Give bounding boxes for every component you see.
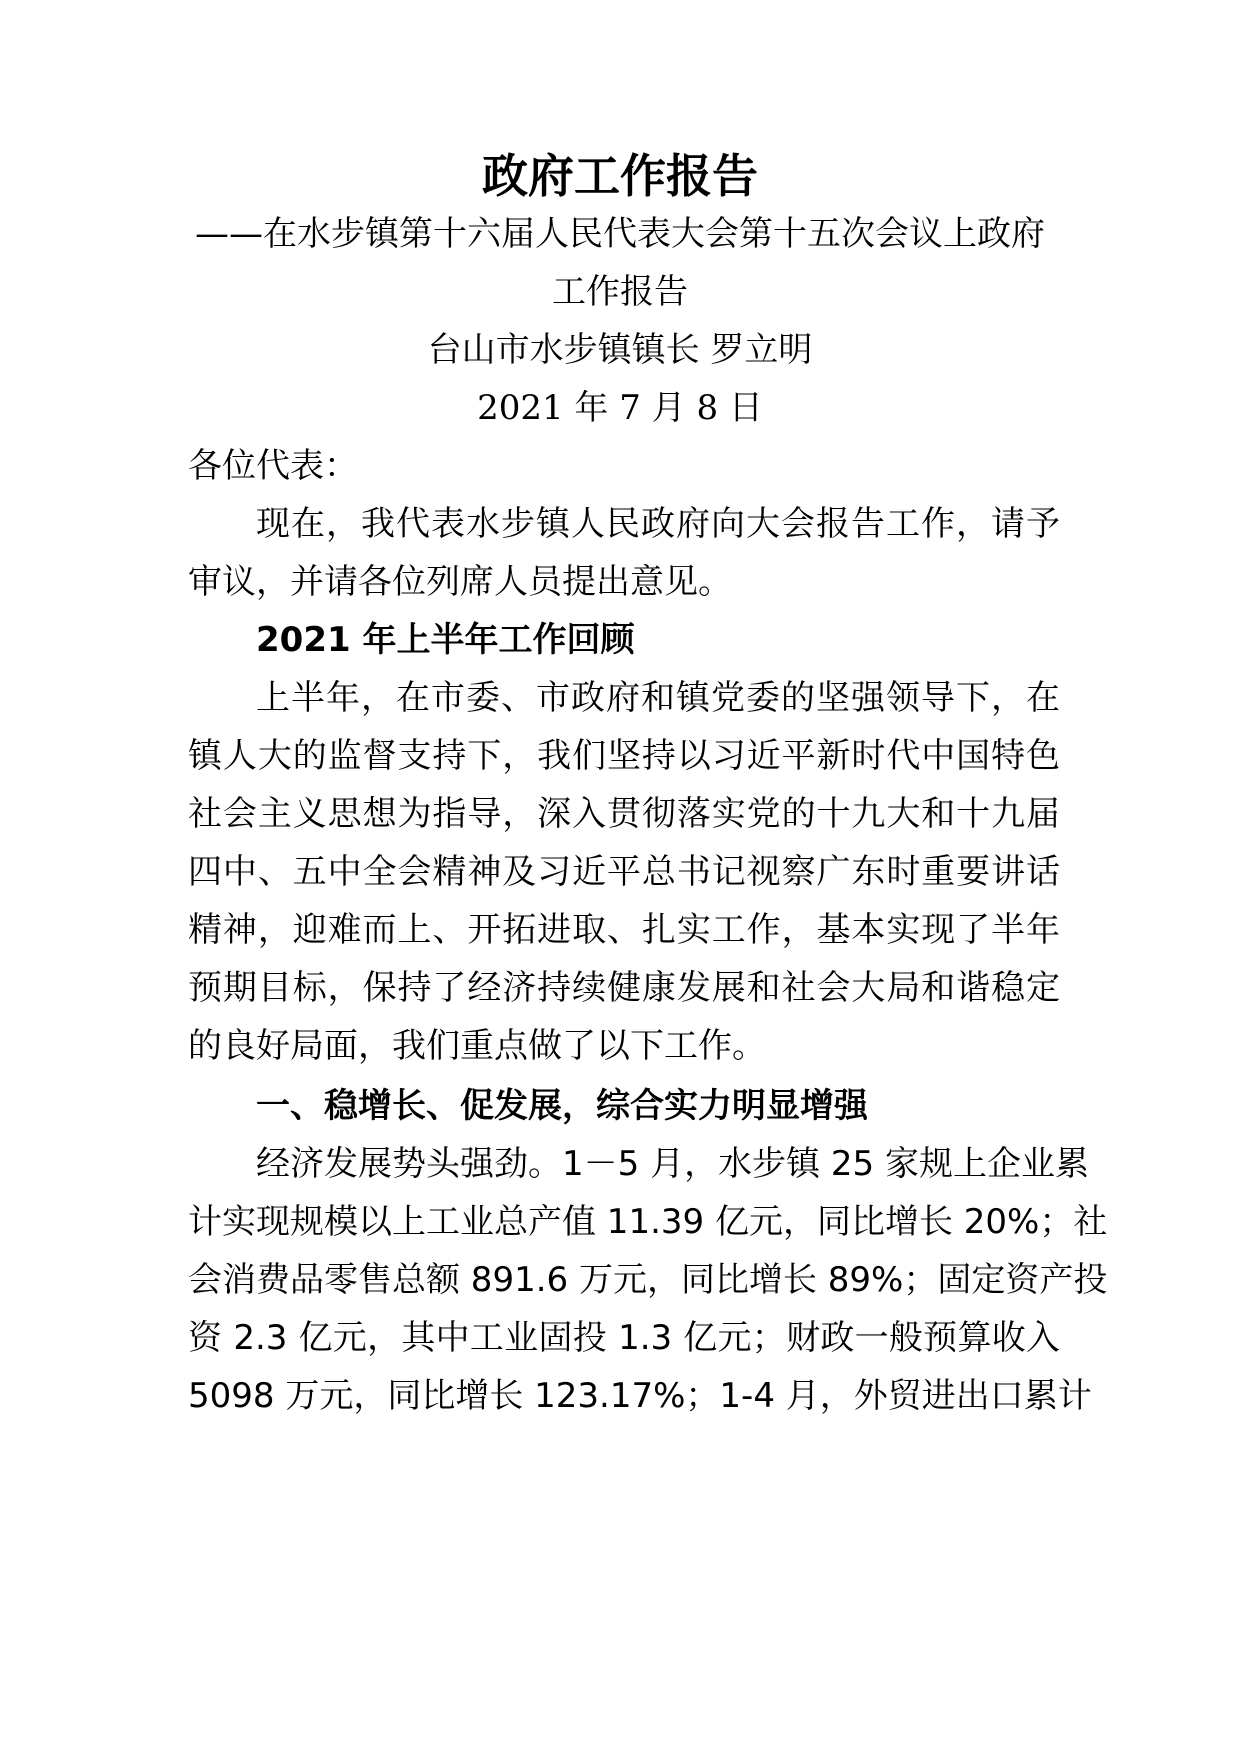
review-line: 镇人大的监督支持下，我们坚持以习近平新时代中国特色 bbox=[188, 736, 1060, 776]
report-date: 2021 年 7 月 8 日 bbox=[477, 388, 763, 428]
review-line: 四中、五中全会精神及习近平总书记视察广东时重要讲话 bbox=[188, 852, 1060, 892]
subtitle-line-1: ——在水步镇第十六届人民代表大会第十五次会议上政府 bbox=[195, 214, 1045, 254]
economy-line: 5098 万元，同比增长 123.17%；1-4 月，外贸进出口累计 bbox=[188, 1376, 1092, 1416]
economy-line: 资 2.3 亿元，其中工业固投 1.3 亿元；财政一般预算收入 bbox=[188, 1318, 1060, 1358]
salutation: 各位代表： bbox=[188, 446, 358, 486]
page-title: 政府工作报告 bbox=[482, 149, 758, 203]
subtitle-line-2: 工作报告 bbox=[552, 272, 688, 312]
review-line: 上半年，在市委、市政府和镇党委的坚强领导下，在 bbox=[256, 678, 1060, 718]
review-line: 预期目标，保持了经济持续健康发展和社会大局和谐稳定 bbox=[188, 968, 1060, 1008]
author-line: 台山市水步镇镇长 罗立明 bbox=[427, 330, 813, 370]
section-heading: 2021 年上半年工作回顾 bbox=[256, 620, 635, 660]
subheading-1: 一、稳增长、促发展，综合实力明显增强 bbox=[256, 1086, 868, 1126]
review-line: 的良好局面，我们重点做了以下工作。 bbox=[188, 1026, 766, 1066]
economy-line: 会消费品零售总额 891.6 万元，同比增长 89%；固定资产投 bbox=[188, 1260, 1108, 1300]
intro-line: 审议，并请各位列席人员提出意见。 bbox=[188, 562, 732, 602]
review-line: 社会主义思想为指导，深入贯彻落实党的十九大和十九届 bbox=[188, 794, 1060, 834]
economy-line: 计实现规模以上工业总产值 11.39 亿元，同比增长 20%；社 bbox=[188, 1202, 1108, 1242]
economy-line: 经济发展势头强劲。1－5 月，水步镇 25 家规上企业累 bbox=[256, 1144, 1089, 1184]
review-line: 精神，迎难而上、开拓进取、扎实工作，基本实现了半年 bbox=[188, 910, 1060, 950]
intro-line: 现在，我代表水步镇人民政府向大会报告工作，请予 bbox=[256, 504, 1060, 544]
